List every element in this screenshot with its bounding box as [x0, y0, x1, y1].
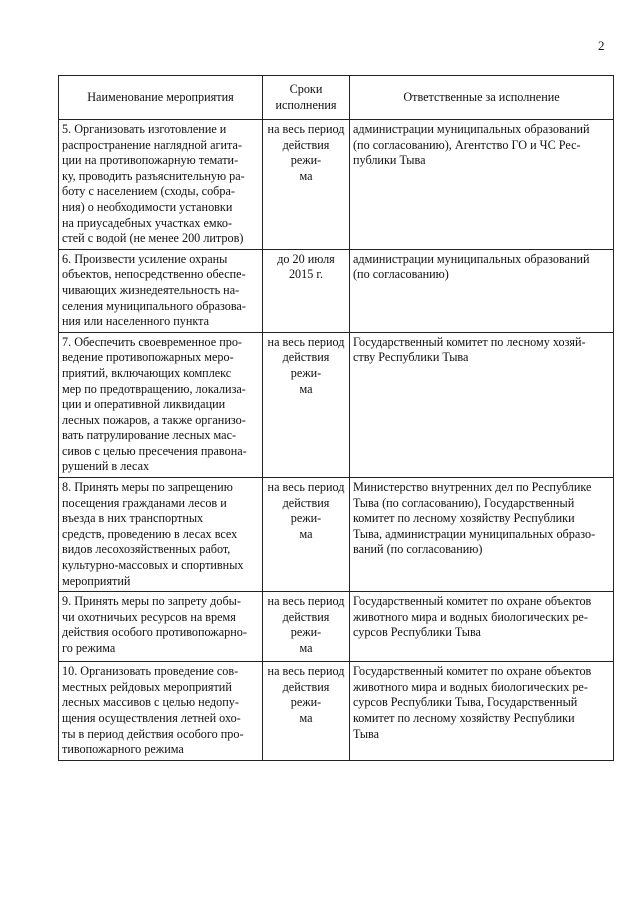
- header-term: Сроки исполнения: [263, 76, 350, 120]
- event-cell: 8. Принять меры по запрещению посещения гражданами лесов и въезда в них транспортных средств, проведению в лесах всех видов лесохозяйственных работ, культурно-массовых и спортивных мероприятий: [59, 478, 263, 592]
- event-cell: 10. Организовать проведение сов- местных рейдовых мероприятий лесных массивов с целью недопу- щения осуществления летней охо- ты в период действия особого про- тивопожарного режима: [59, 662, 263, 761]
- event-cell: 9. Принять меры по запрету добы- чи охотничьих ресурсов на время действия особого противопожарно- го режима: [59, 592, 263, 662]
- table-row: [59, 249, 614, 332]
- events-table: [58, 75, 614, 761]
- responsible-cell: Государственный комитет по охране объектов животного мира и водных биологических ре- сурсов Республики Тыва: [350, 592, 614, 662]
- term-cell: на весь период действия режи- ма: [263, 662, 350, 761]
- responsible-cell: Министерство внутренних дел по Республике Тыва (по согласованию), Государственный комитет по лесному хозяйству Республики Тыва, администрации муниципальных образо- ваний (по согласованию): [350, 478, 614, 592]
- responsible-cell: администрации муниципальных образований (по согласованию), Агентство ГО и ЧС Рес- публики Тыва: [350, 120, 614, 250]
- term-cell: на весь период действия режи- ма: [263, 592, 350, 662]
- table-row: [59, 120, 614, 250]
- event-cell: 7. Обеспечить своевременное про- ведение противопожарных меро- приятий, включающих комплекс мер по предотвращению, локализа- ции и оперативной ликвидации лесных пожаров, а также организо- вать патрулирование лесных мас- сивов с целью пресечения правона- рушений в лесах: [59, 332, 263, 477]
- table-row: [59, 332, 614, 477]
- responsible-cell: Государственный комитет по охране объектов животного мира и водных биологических ре- сурсов Республики Тыва, Государственный комитет по лесному хозяйству Республики Тыва: [350, 662, 614, 761]
- table-row: [59, 662, 614, 761]
- event-cell: 6. Произвести усиление охраны объектов, непосредственно обеспе- чивающих жизнедеятельность на- селения муниципального образова- ния или населенного пункта: [59, 249, 263, 332]
- table-row: [59, 478, 614, 592]
- term-cell: на весь период действия режи- ма: [263, 478, 350, 592]
- responsible-cell: Государственный комитет по лесному хозяй- ству Республики Тыва: [350, 332, 614, 477]
- term-cell: на весь период действия режи- ма: [263, 332, 350, 477]
- page-number: 2: [598, 38, 605, 53]
- table-header-row: [59, 76, 614, 120]
- header-responsible: Ответственные за исполнение: [350, 76, 614, 120]
- responsible-cell: администрации муниципальных образований (по согласованию): [350, 249, 614, 332]
- header-event: Наименование мероприятия: [59, 76, 263, 120]
- term-cell: на весь период действия режи- ма: [263, 120, 350, 250]
- term-cell: до 20 июля 2015 г.: [263, 249, 350, 332]
- table-row: [59, 592, 614, 662]
- event-cell: 5. Организовать изготовление и распространение наглядной агита- ции на противопожарную темати- ку, проводить разъяснительную ра- боту с населением (сходы, собра- ния) о необходимости установки на приусадебных участках емко- стей с водой (не менее 200 литров): [59, 120, 263, 250]
